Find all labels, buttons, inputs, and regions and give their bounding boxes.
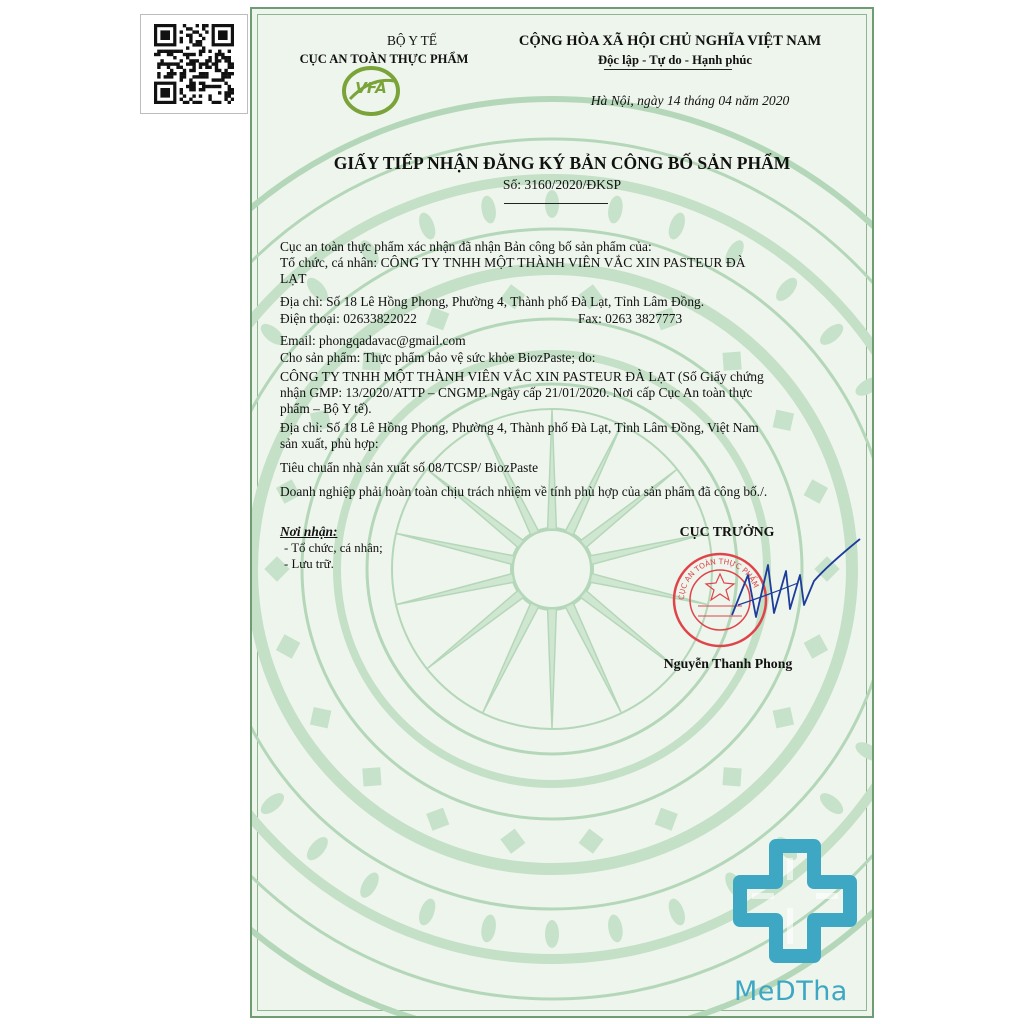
qr-code <box>140 14 248 114</box>
recipient-item: - Lưu trữ. <box>284 557 334 571</box>
intro-text: Cục an toàn thực phẩm xác nhận đã nhận Bản công bố sản phẩm của: <box>280 239 652 254</box>
department-name: CỤC AN TOÀN THỰC PHẨM <box>299 52 469 66</box>
medtha-cross-logo-icon <box>732 838 858 964</box>
title-underline <box>504 203 608 204</box>
vfa-logo-text: VFA <box>355 79 387 97</box>
standard-line: Tiêu chuẩn nhà sản xuất số 08/TCSP/ BiozPaste <box>280 460 539 475</box>
document-number: Số: 3160/2020/ĐKSP <box>502 177 622 192</box>
organization-email: Email: phongqadavac@gmail.com <box>280 333 466 348</box>
manufacturer-address-line2: sản xuất, phù hợp: <box>280 436 379 451</box>
manufacturer-line1: CÔNG TY TNHH MỘT THÀNH VIÊN VẮC XIN PASTEUR ĐÀ LẠT (Số Giấy chứng <box>280 369 764 384</box>
document-title: GIẤY TIẾP NHẬN ĐĂNG KÝ BẢN CÔNG BỐ SẢN PHẨM <box>333 153 791 173</box>
recipients-heading: Nơi nhận: <box>280 524 338 539</box>
manufacturer-line2: nhận GMP: 13/2020/ATTP – CNGMP. Ngày cấp 21/01/2020. Nơi cấp Cục An toàn thực <box>280 385 753 400</box>
signer-title: CỤC TRƯỞNG <box>679 524 775 539</box>
vfa-logo <box>340 59 402 117</box>
country-name: CỘNG HÒA XÃ HỘI CHỦ NGHĨA VIỆT NAM <box>518 33 822 49</box>
handwritten-signature <box>728 535 868 635</box>
responsibility-line: Doanh nghiệp phải hoàn toàn chịu trách nhiệm về tính phù hợp của sản phẩm đã công bố./. <box>280 484 768 499</box>
ministry-name: BỘ Y TẾ <box>386 33 438 48</box>
medtha-brand-text: MeDTha <box>734 976 848 1007</box>
organization-address: Địa chỉ: Số 18 Lê Hồng Phong, Phường 4, Thành phố Đà Lạt, Tỉnh Lâm Đồng. <box>280 294 705 309</box>
manufacturer-line3: phẩm – Bộ Y tế). <box>280 401 372 416</box>
national-motto: Độc lập - Tự do - Hạnh phúc <box>598 53 752 67</box>
organization-fax: Fax: 0263 3827773 <box>578 311 683 326</box>
organization-line2: LẠT <box>280 271 307 286</box>
organization-line1: Tổ chức, cá nhân: CÔNG TY TNHH MỘT THÀNH VIÊN VẮC XIN PASTEUR ĐÀ <box>280 255 746 270</box>
motto-underline <box>604 69 732 70</box>
issue-date: Hà Nội, ngày 14 tháng 04 năm 2020 <box>590 93 790 108</box>
qr-code-icon <box>154 24 234 104</box>
organization-phone: Điện thoại: 02633822022 <box>280 311 417 326</box>
seal-ring-text: CỤC AN TOÀN THỰC PHẨM <box>676 556 761 601</box>
product-line: Cho sản phẩm: Thực phẩm bảo vệ sức khỏe BiozPaste; do: <box>280 350 596 365</box>
recipient-item: - Tổ chức, cá nhân; <box>284 541 383 555</box>
manufacturer-address-line1: Địa chỉ: Số 18 Lê Hồng Phong, Phường 4, Thành phố Đà Lạt, Tỉnh Lâm Đồng, Việt Nam <box>280 420 759 435</box>
signer-name: Nguyễn Thanh Phong <box>663 656 793 671</box>
